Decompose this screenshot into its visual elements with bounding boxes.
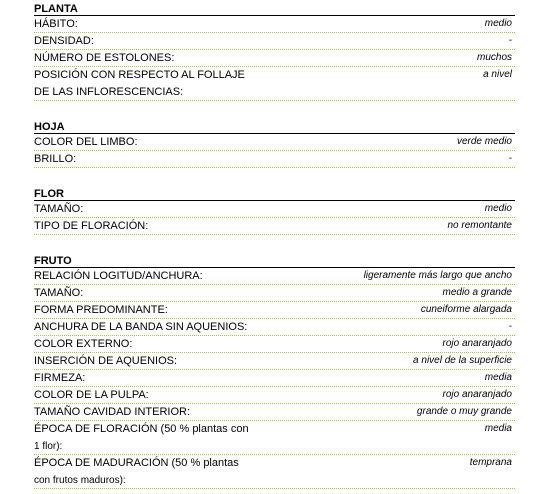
row-color-externo (34, 336, 515, 353)
row-firmeza (34, 370, 515, 387)
row-value: cuneiforme alargada (420, 304, 512, 315)
row-tamano-flor (34, 201, 515, 218)
section-fruto (34, 252, 515, 489)
section-gap (34, 235, 515, 252)
section-title: HOJA (34, 118, 515, 134)
section-gap (34, 168, 515, 185)
section-title: PLANTA (34, 0, 515, 16)
row-label-line1: POSICIÓN CON RESPECTO AL FOLLAJE (34, 69, 245, 81)
row-value: medio (484, 18, 512, 29)
row-label-line2: 1 flor): (34, 441, 63, 452)
row-label-line1: ÉPOCA DE MADURACIÓN (50 % plantas (34, 457, 239, 469)
section-title: FLOR (34, 185, 515, 201)
row-value: a nivel (483, 69, 512, 80)
row-tipo-floracion (34, 218, 515, 235)
row-label: TAMAÑO: (34, 287, 84, 299)
row-value: media (484, 372, 512, 383)
row-label: HÁBITO: (34, 18, 78, 30)
row-label: BRILLO: (34, 153, 77, 165)
row-value: media (484, 423, 512, 434)
characteristics-sheet (34, 0, 515, 489)
section-title: FRUTO (34, 252, 515, 268)
row-value: medio a grande (442, 287, 512, 298)
row-label: TAMAÑO: (34, 203, 84, 215)
row-label: FIRMEZA: (34, 372, 86, 384)
row-value: rojo anaranjado (442, 338, 512, 349)
row-label: NÚMERO DE ESTOLONES: (34, 52, 175, 64)
row-value: muchos (476, 52, 512, 63)
row-value: no remontante (447, 220, 512, 231)
row-posicion-inflorescencias (34, 67, 515, 101)
row-label (34, 455, 254, 489)
row-numero-estolones (34, 50, 515, 67)
section-gap (34, 101, 515, 118)
row-label: TAMAÑO CAVIDAD INTERIOR: (34, 406, 191, 418)
row-label: INSERCIÓN DE AQUENIOS: (34, 355, 178, 367)
row-label-line1: ÉPOCA DE FLORACIÓN (50 % plantas con (34, 423, 249, 435)
row-value: grande o muy grande (416, 406, 512, 417)
row-brillo (34, 151, 515, 168)
row-relacion-longitud-anchura (34, 268, 515, 285)
row-label: RELACIÓN LOGITUD/ANCHURA: (34, 270, 203, 282)
row-color-pulpa (34, 387, 515, 404)
row-anchura-banda (34, 319, 515, 336)
section-flor (34, 185, 515, 235)
row-cavidad-interior (34, 404, 515, 421)
row-label: COLOR DE LA PULPA: (34, 389, 149, 401)
row-epoca-maduracion (34, 455, 515, 489)
row-value: verde medio (456, 136, 512, 147)
section-hoja (34, 118, 515, 168)
row-forma-predominante (34, 302, 515, 319)
row-value: - (508, 35, 512, 46)
row-habito (34, 16, 515, 33)
row-label (34, 67, 254, 101)
row-epoca-floracion (34, 421, 515, 455)
row-insercion-aquenios (34, 353, 515, 370)
row-label: COLOR DEL LIMBO: (34, 136, 138, 148)
row-label: ANCHURA DE LA BANDA SIN AQUENIOS: (34, 321, 248, 333)
row-value: temprana (469, 457, 512, 468)
row-value: a nivel de la superficie (413, 355, 512, 366)
row-label: DENSIDAD: (34, 35, 94, 47)
row-value: ligeramente más largo que ancho (363, 270, 512, 281)
row-color-limbo (34, 134, 515, 151)
row-value: rojo anaranjado (442, 389, 512, 400)
row-label-line2: DE LAS INFLORESCENCIAS: (34, 86, 184, 98)
row-value: - (508, 153, 512, 164)
row-label: COLOR EXTERNO: (34, 338, 133, 350)
section-planta (34, 0, 515, 101)
row-label-line2: con frutos maduros): (34, 475, 126, 486)
row-densidad (34, 33, 515, 50)
row-label (34, 421, 254, 455)
row-tamano-fruto (34, 285, 515, 302)
row-value: - (508, 321, 512, 332)
row-label: TIPO DE FLORACIÓN: (34, 220, 149, 232)
row-value: medio (484, 203, 512, 214)
row-label: FORMA PREDOMINANTE: (34, 304, 168, 316)
